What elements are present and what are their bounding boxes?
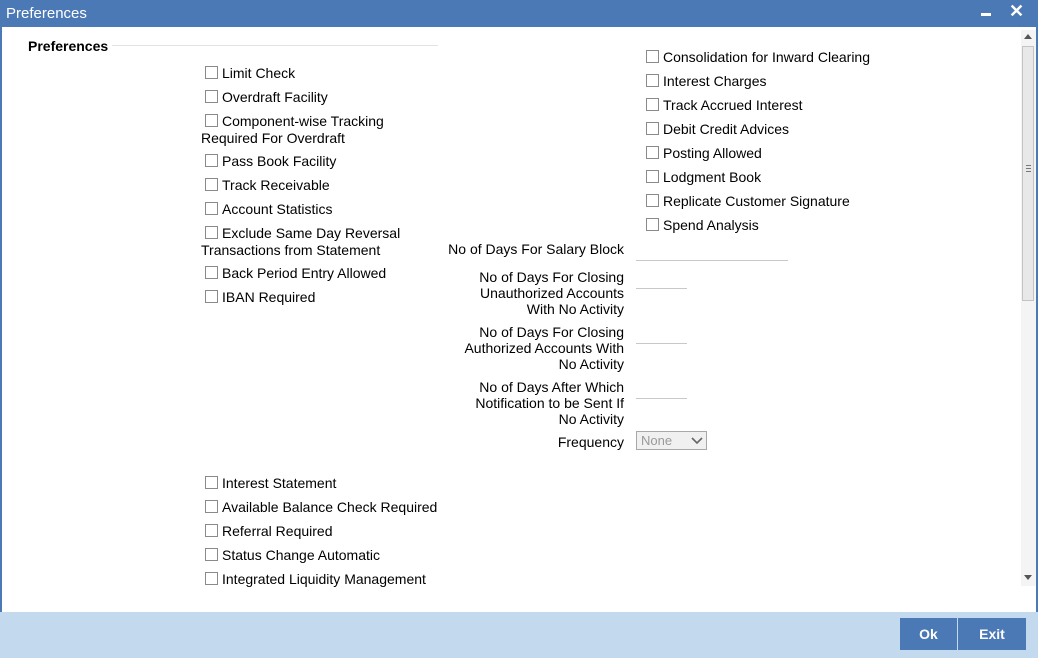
checkbox-label: Posting Allowed <box>663 145 762 161</box>
checkbox-label: IBAN Required <box>222 289 316 305</box>
checkbox-label: Consolidation for Inward Clearing <box>663 49 870 65</box>
scrollbar-grip-icon <box>1026 165 1031 166</box>
scroll-down-arrow-icon[interactable] <box>1024 575 1032 580</box>
integrated-liquidity-management-checkbox[interactable] <box>205 571 445 588</box>
closing-unauthorized-input[interactable] <box>636 288 687 289</box>
window-frame-left <box>0 27 2 612</box>
interest-statement-checkbox[interactable] <box>205 475 445 492</box>
notification-label <box>404 379 624 427</box>
checkbox-label: Track Receivable <box>222 177 330 193</box>
checkbox-box[interactable] <box>646 218 659 231</box>
checkbox-box[interactable] <box>646 170 659 183</box>
checkbox-box[interactable] <box>646 98 659 111</box>
track-receivable-checkbox[interactable] <box>205 177 445 194</box>
referral-required-checkbox[interactable] <box>205 523 445 540</box>
footer-bar <box>0 612 1038 658</box>
checkbox-box[interactable] <box>205 178 218 191</box>
posting-allowed-checkbox[interactable] <box>646 145 906 162</box>
checkbox-label: Available Balance Check Required <box>222 499 438 515</box>
closing-authorized-label-text: No of Days For Closing Authorized Accounts With No Activity <box>464 324 624 372</box>
salary-block-label: No of Days For Salary Block <box>448 241 624 257</box>
checkbox-box[interactable] <box>205 548 218 561</box>
checkbox-label: Integrated Liquidity Management <box>222 571 426 587</box>
section-divider <box>112 45 438 46</box>
frequency-label: Frequency <box>557 434 624 450</box>
checkbox-label: Interest Charges <box>663 73 767 89</box>
track-accrued-interest-checkbox[interactable] <box>646 97 906 114</box>
checkbox-box[interactable] <box>205 114 218 127</box>
checkbox-box[interactable] <box>205 524 218 537</box>
window-title: Preferences <box>6 5 87 22</box>
frequency-select[interactable] <box>636 431 707 450</box>
checkbox-label: Account Statistics <box>222 201 333 217</box>
checkbox-box[interactable] <box>646 194 659 207</box>
checkbox-box[interactable] <box>205 66 218 79</box>
checkbox-label: Component-wise Tracking Required For Overdraft <box>201 113 384 146</box>
checkbox-label: Debit Credit Advices <box>663 121 790 137</box>
lodgment-book-checkbox[interactable] <box>646 169 906 186</box>
replicate-customer-signature-checkbox[interactable] <box>646 193 906 210</box>
closing-unauthorized-label <box>404 269 624 317</box>
checkbox-box[interactable] <box>205 290 218 303</box>
checkbox-label: Spend Analysis <box>663 217 759 233</box>
checkbox-label: Referral Required <box>222 523 333 539</box>
checkbox-label: Overdraft Facility <box>222 89 328 105</box>
scroll-up-arrow-icon[interactable] <box>1024 34 1032 39</box>
notification-input[interactable] <box>636 398 687 399</box>
closing-authorized-input[interactable] <box>636 343 687 344</box>
closing-authorized-label <box>404 324 624 372</box>
checkbox-box[interactable] <box>205 226 218 239</box>
exit-button[interactable]: Exit <box>958 618 1026 650</box>
minimize-icon[interactable] <box>981 13 991 16</box>
component-wise-tracking-checkbox[interactable] <box>201 113 437 147</box>
checkbox-box[interactable] <box>646 146 659 159</box>
salary-block-input[interactable] <box>636 260 788 261</box>
checkbox-box[interactable] <box>205 154 218 167</box>
available-balance-check-checkbox[interactable] <box>205 499 445 516</box>
vertical-scrollbar[interactable] <box>1021 30 1036 586</box>
scrollbar-grip-icon <box>1026 171 1031 172</box>
checkbox-box[interactable] <box>646 122 659 135</box>
checkbox-label: Back Period Entry Allowed <box>222 265 387 281</box>
checkbox-label: Limit Check <box>222 65 296 81</box>
checkbox-box[interactable] <box>205 90 218 103</box>
notification-label-text: No of Days After Which Notification to be Sent If No Activity <box>475 379 624 427</box>
close-icon[interactable]: ✕ <box>1009 1 1025 21</box>
overdraft-facility-checkbox[interactable] <box>205 89 445 106</box>
checkbox-label: Pass Book Facility <box>222 153 337 169</box>
checkbox-label: Track Accrued Interest <box>663 97 803 113</box>
debit-credit-advices-checkbox[interactable] <box>646 121 906 138</box>
consolidation-inward-clearing-checkbox[interactable] <box>646 49 906 66</box>
checkbox-label: Lodgment Book <box>663 169 762 185</box>
checkbox-label: Replicate Customer Signature <box>663 193 850 209</box>
scrollbar-grip-icon <box>1026 168 1031 169</box>
checkbox-box[interactable] <box>205 476 218 489</box>
limit-check-checkbox[interactable] <box>205 65 445 82</box>
title-bar <box>0 0 1038 27</box>
checkbox-box[interactable] <box>205 500 218 513</box>
interest-charges-checkbox[interactable] <box>646 73 906 90</box>
spend-analysis-checkbox[interactable] <box>646 217 906 234</box>
checkbox-label: Status Change Automatic <box>222 547 380 563</box>
ok-button[interactable]: Ok <box>900 618 957 650</box>
status-change-automatic-checkbox[interactable] <box>205 547 445 564</box>
account-statistics-checkbox[interactable] <box>205 201 445 218</box>
frequency-select-value: None <box>641 433 673 448</box>
exclude-same-day-reversal-checkbox[interactable] <box>201 225 401 259</box>
checkbox-box[interactable] <box>646 50 659 63</box>
checkbox-box[interactable] <box>205 202 218 215</box>
chevron-down-icon <box>690 434 704 447</box>
checkbox-box[interactable] <box>205 572 218 585</box>
checkbox-box[interactable] <box>205 266 218 279</box>
scrollbar-thumb[interactable] <box>1022 46 1034 301</box>
pass-book-facility-checkbox[interactable] <box>205 153 445 170</box>
section-title: Preferences <box>28 38 109 54</box>
checkbox-label: Interest Statement <box>222 475 337 491</box>
checkbox-box[interactable] <box>646 74 659 87</box>
closing-unauthorized-label-text: No of Days For Closing Unauthorized Accounts With No Activity <box>479 269 624 317</box>
checkbox-label: Exclude Same Day Reversal Transactions from Statement <box>201 225 401 258</box>
